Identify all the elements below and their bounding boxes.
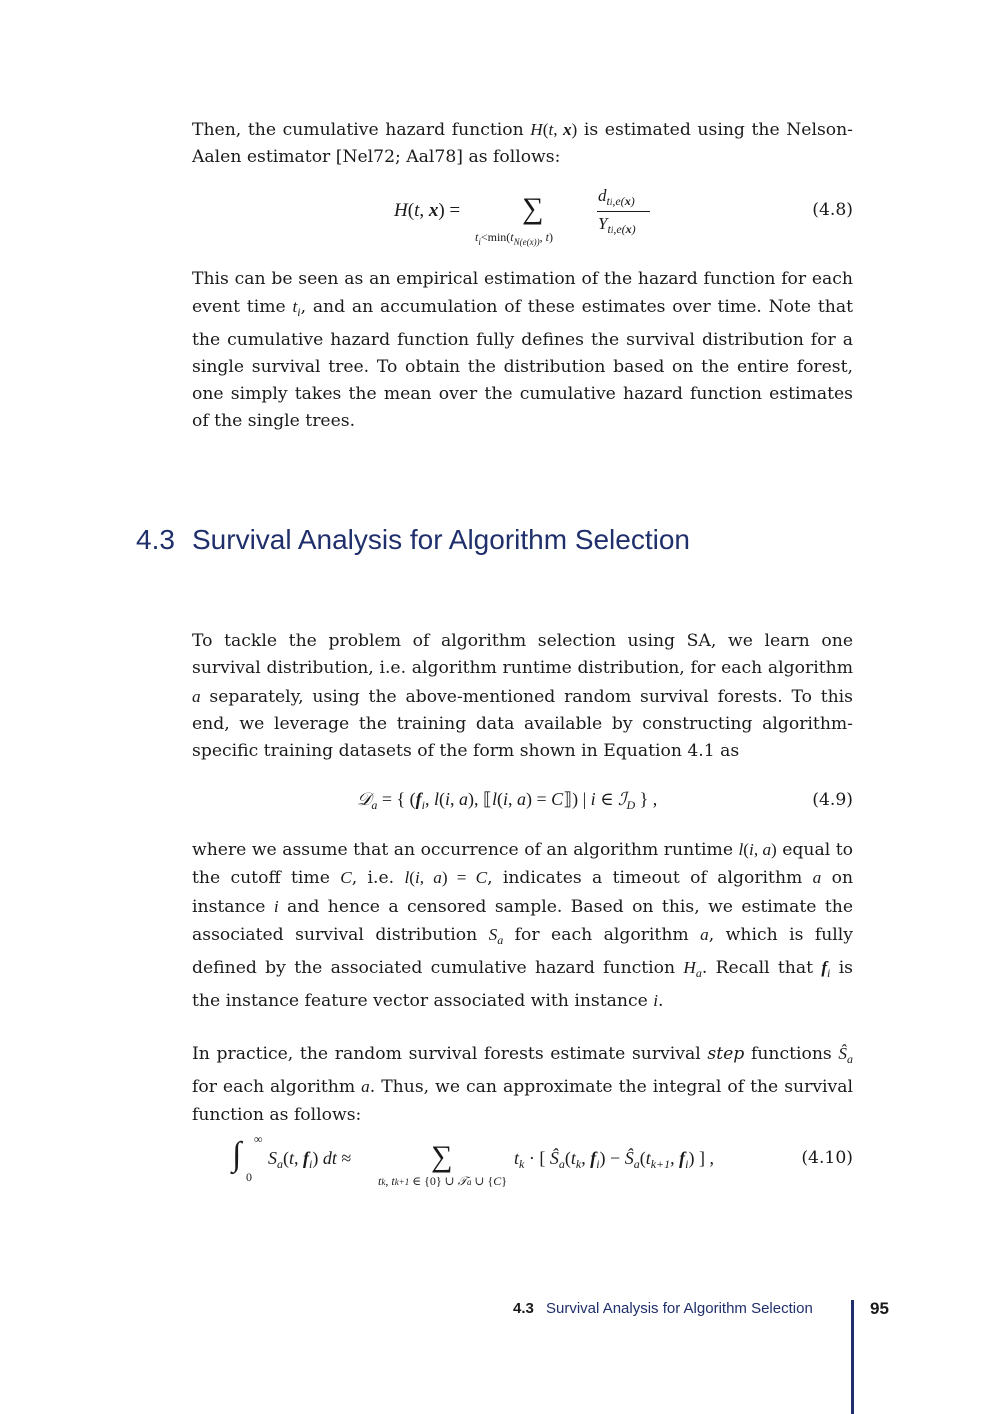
footer-rule — [851, 1300, 854, 1414]
text-run: is estimated using the Nelson-Aalen estimator [Nel72; Aal78] as follows: — [192, 120, 853, 168]
text-run: , and an accumulation of these estimates over time. Note that the cumulative hazard function fully defines the survival distribution for a single survival tree. To obtain the distribution based on the entire forest, one simply takes the mean over the cumulative hazard function estimates of the single trees. — [192, 297, 853, 432]
text-run: To tackle the problem of algorithm selection using SA, we learn one survival distribution, i.e. algorithm runtime distribution, for each algorithm — [192, 631, 853, 679]
eq48-sum-limits: $t_i<\min(t_{N(e(x))}$, t) — [475, 230, 553, 247]
eq410-rhs: $t_k$ · [ $Ŝ_a(t_k$, $f_i$) − $Ŝ_a(t_{k+1}$, $f_i$) ] , — [514, 1148, 714, 1171]
footer-section-number: 4.3 — [513, 1300, 534, 1317]
footer-section-title: Survival Analysis for Algorithm Selection — [546, 1300, 813, 1317]
eq48-lhs: H(t, x) = — [394, 200, 461, 221]
fraction-line — [597, 211, 650, 212]
paragraph-practice: In practice, the random survival forests estimate survival step functions $Ŝ_a$ for each algorithm a. Thus, we can approximate the integral of the survival function as follows: — [192, 1044, 854, 1125]
section-number: 4.3 — [136, 524, 175, 555]
math-inline: H — [530, 120, 543, 139]
sum-sign: ∑ — [522, 192, 544, 225]
eq48-numerator: $d_{ti,e(x)}$ — [598, 186, 635, 208]
equation-number: (4.9) — [812, 790, 853, 810]
eq49-body: 𝒟$_a$ = { ($f_i$, l(i, a), ⟦l(i, a) = C⟧) | i ∈ ℐ$_D$ } , — [357, 789, 658, 812]
integral-sign: ∫ — [232, 1136, 242, 1173]
equation-number: (4.10) — [801, 1148, 853, 1168]
eq48-denominator: $Y_{ti,e(x)}$ — [598, 214, 636, 236]
paragraph-intro: Then, the cumulative hazard function H(t, x) is estimated using the Nelson-Aalen estimator [Nel72; Aal78] as follows: — [192, 120, 853, 168]
paragraph-censored: where we assume that an occurrence of an algorithm runtime l(i, a) equal to the cutoff time C, i.e. l(i, a) = C, indicates a timeout of algorithm a on instance i and hence a censored sample. Based on this, we estimate the associated survival distribution $S_a$ for each algorithm a, which is fully defined by the associated cumulative hazard function $H_a$. Recall that $f_i$ is the instance feature vector associated with instance i. — [192, 840, 854, 1012]
text-run: separately, using the above-mentioned random survival forests. To this end, we leverage the training data available by constructing algorithm-specific training datasets of the form shown in Equation 4.1 as — [192, 686, 853, 762]
paragraph-empirical: This can be seen as an empirical estimation of the hazard function for each event time $t_i$, and an accumulation of these estimates over time. Note that the cumulative hazard function fully defines the survival distribution for a single survival tree. To obtain the distribution based on the entire forest, one simply takes the mean over the cumulative hazard function estimates of the single trees. — [192, 269, 853, 432]
text-run: This can be seen as an empirical estimation of the hazard function for each event time — [192, 269, 853, 318]
integral-upper: ∞ — [254, 1132, 263, 1146]
text-run: Then, the cumulative hazard function — [192, 120, 531, 140]
integral-lower: 0 — [246, 1170, 252, 1184]
sum-sign: ∑ — [431, 1140, 453, 1173]
section-title: Survival Analysis for Algorithm Selection — [192, 524, 690, 555]
equation-number: (4.8) — [812, 200, 853, 220]
page-number: 95 — [870, 1299, 889, 1318]
paragraph-approach: To tackle the problem of algorithm selection using SA, we learn one survival distribution, i.e. algorithm runtime distribution, for each algorithm a separately, using the above-mentioned random survival forests. To this end, we leverage the training data available by constructing algorithm-specific training datasets of the form shown in Equation 4.1 as — [192, 631, 853, 762]
eq410-sum-limits: tk, tk+1 ∈ {0} ∪ 𝒯a ∪ {C} — [378, 1174, 508, 1188]
eq410-lhs: $S_a(t$, $f_i$) dt ≈ — [268, 1148, 352, 1171]
